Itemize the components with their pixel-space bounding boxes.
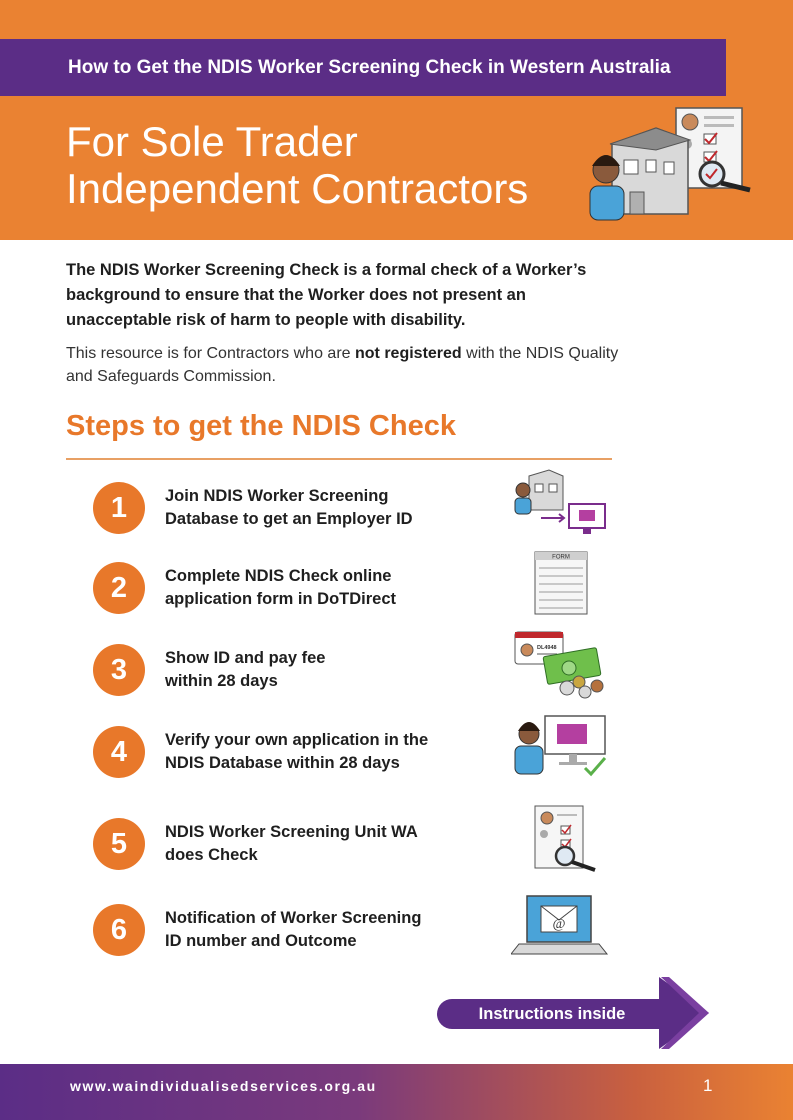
step-text-line2: does Check <box>165 846 258 864</box>
banner-title: How to Get the NDIS Worker Screening Check in Western Australia <box>68 56 671 78</box>
person-icon <box>590 155 624 220</box>
instructions-inside-button[interactable] <box>437 977 712 1049</box>
step-6 <box>93 904 653 964</box>
step-text-line2: ID number and Outcome <box>165 932 357 950</box>
step-text-line2: NDIS Database within 28 days <box>165 754 400 772</box>
step-text-line1: Show ID and pay fee <box>165 649 326 667</box>
step-number: 2 <box>93 562 145 614</box>
step-text <box>165 729 485 775</box>
step-5 <box>93 818 653 878</box>
step-text-line1: Join NDIS Worker Screening <box>165 487 389 505</box>
resource-text-after: with the NDIS Quality and Safeguards Commission. <box>66 345 619 385</box>
step-text-line1: Complete NDIS Check online <box>165 567 392 585</box>
hero-title-line1: For Sole Trader <box>66 118 358 165</box>
step-text-line1: Verify your own application in the <box>165 731 429 749</box>
footer <box>0 1064 793 1120</box>
divider <box>66 458 612 460</box>
id-card-number: DL4948 <box>537 645 557 651</box>
step-3 <box>93 644 653 704</box>
page-number: 1 <box>703 1076 713 1095</box>
footer-url[interactable]: www.waindividualisedservices.org.au <box>70 1078 377 1094</box>
intro-resource <box>66 342 626 388</box>
step-text <box>165 565 485 611</box>
resource-text-before: This resource is for Contractors who are <box>66 345 355 362</box>
step-text-line2: application form in DoTDirect <box>165 590 397 608</box>
step-text <box>165 821 485 867</box>
step-number: 4 <box>93 726 145 778</box>
intro-lead: The NDIS Worker Screening Check is a formal check of a Worker’s background to ensure that the Worker does not present an unacceptable risk of harm to people with disability. <box>66 261 587 329</box>
resource-text-bold: not registered <box>355 345 462 362</box>
step-2 <box>93 554 653 622</box>
step-1 <box>93 482 653 542</box>
step-text-line1: NDIS Worker Screening Unit WA <box>165 823 418 841</box>
building-person-computer-icon <box>511 468 611 540</box>
form-icon <box>511 548 611 620</box>
steps-heading: Steps to get the NDIS Check <box>66 410 456 442</box>
laptop-email-icon <box>511 890 611 962</box>
step-text-line2: Database to get an Employer ID <box>165 510 413 528</box>
person-computer-check-icon <box>511 712 611 784</box>
step-text <box>165 647 485 693</box>
step-number: 3 <box>93 644 145 696</box>
step-text <box>165 485 485 531</box>
email-at-symbol: @ <box>552 917 566 932</box>
document-magnifier-icon <box>511 804 611 876</box>
step-number: 5 <box>93 818 145 870</box>
banner-title-bar <box>0 39 726 96</box>
step-number: 6 <box>93 904 145 956</box>
id-card-money-icon <box>511 630 611 702</box>
step-text-line2: within 28 days <box>165 672 278 690</box>
hero-title-line2: Independent Contractors <box>66 165 529 212</box>
hero-title <box>66 118 586 212</box>
cta-label: Instructions inside <box>478 1004 626 1023</box>
form-title: FORM <box>552 554 570 561</box>
step-number: 1 <box>93 482 145 534</box>
step-text-line1: Notification of Worker Screening <box>165 909 422 927</box>
step-text <box>165 907 485 953</box>
hero-illustration <box>584 104 754 222</box>
step-4 <box>93 726 653 786</box>
